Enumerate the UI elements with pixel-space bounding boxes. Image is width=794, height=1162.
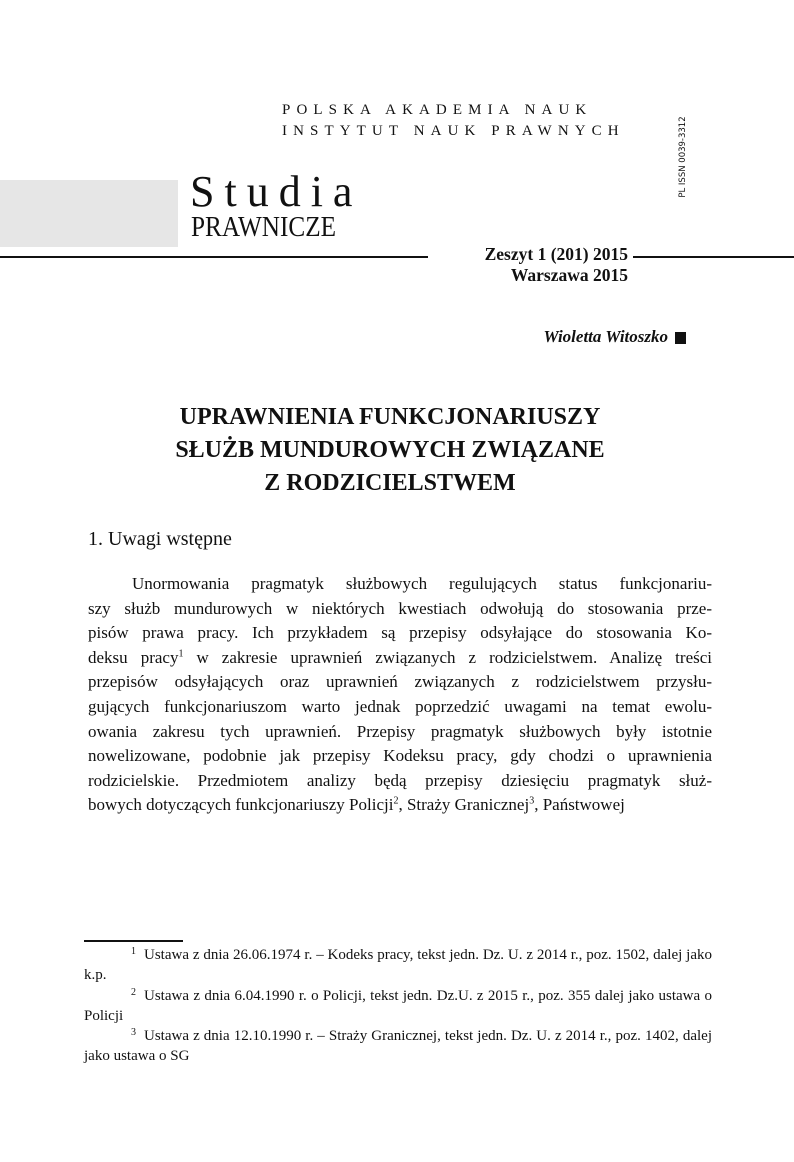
journal-logo-block: [0, 180, 178, 247]
footnotes: [84, 945, 712, 1067]
body-text: [88, 572, 712, 818]
author-name: Wioletta Witoszko: [543, 327, 668, 346]
footnote: [84, 986, 712, 1027]
body-line: [88, 769, 712, 794]
body-line: [88, 720, 712, 745]
footnote-number: 1: [131, 946, 136, 957]
square-marker-icon: [675, 332, 686, 344]
footnote-reference: 3: [529, 795, 535, 807]
text-segment: przepisów odsyłających oraz uprawnień związanych z rodzicielstwem przysłu-: [88, 672, 712, 692]
footnote-text: Ustawa z dnia 6.04.1990 r. o Policji, tekst jedn. Dz.U. z 2015 r., poz. 355 dalej jako ustawa o Policji: [84, 987, 712, 1024]
article-title: [90, 401, 690, 500]
footnote-text: Ustawa z dnia 12.10.1990 r. – Straży Granicznej, tekst jedn. Dz. U. z 2014 r., poz. 1402, dalej jako ustawa o SG: [84, 1028, 712, 1065]
institution-line-1: POLSKA AKADEMIA NAUK: [282, 102, 593, 118]
footnote-reference: 1: [178, 648, 184, 660]
place-year: Warszawa 2015: [510, 265, 628, 285]
issue-number: Zeszyt 1 (201) 2015: [484, 244, 628, 264]
title-line: SŁUŻB MUNDUROWYCH ZWIĄZANE: [175, 437, 605, 463]
text-segment: szy służb mundurowych w niektórych kwestiach odwołują do stosowania prze-: [88, 598, 712, 618]
text-segment: pisów prawa pracy. Ich przykładem są przepisy odsyłające do stosowania Ko-: [88, 623, 712, 643]
text-segment: deksu pracy: [88, 647, 179, 667]
journal-title: Studia: [190, 167, 363, 216]
header-rule-left: [0, 256, 428, 258]
text-segment: bowych dotyczących funkcjonariuszy Policji: [88, 795, 394, 815]
footnote: [84, 945, 712, 986]
title-line: UPRAWNIENIA FUNKCJONARIUSZY: [179, 404, 601, 430]
body-line: [88, 621, 712, 646]
body-line: [88, 793, 712, 818]
footnote-reference: 2: [393, 795, 399, 807]
body-line: [88, 597, 712, 622]
footnote-number: 3: [131, 1027, 136, 1039]
journal-subtitle: PRAWNICZE: [191, 212, 336, 243]
title-line: Z RODZICIELSTWEM: [264, 470, 516, 496]
text-segment: owania zakresu tych uprawnień. Przepisy pragmatyk służbowych były istotnie: [88, 721, 712, 741]
text-segment: Unormowania pragmatyk służbowych regulujących status funkcjonariu-: [132, 574, 712, 593]
text-segment: nowelizowane, podobnie jak przepisy Kodeksu pracy, gdy chodzi o uprawnienia: [88, 746, 712, 766]
body-line: [88, 646, 712, 671]
footnote-number: 2: [131, 986, 136, 998]
issn: PL ISSN 0039-3312: [678, 116, 688, 198]
institution-line-2: INSTYTUT NAUK PRAWNYCH: [282, 123, 625, 139]
section-heading: 1. Uwagi wstępne: [88, 528, 232, 550]
text-segment: gujących funkcjonariuszom warto jednak poprzedzić uwagami na temat ewolu-: [88, 696, 712, 716]
text-segment: , Straży Granicznej: [398, 795, 530, 815]
body-line: [88, 695, 712, 720]
body-line: [88, 744, 712, 769]
text-segment: w zakresie uprawnień związanych z rodzicielstwem. Analizę treści: [183, 647, 712, 667]
footnote-text: Ustawa z dnia 26.06.1974 r. – Kodeks pracy, tekst jedn. Dz. U. z 2014 r., poz. 1502, dalej jako k.p.: [84, 947, 712, 984]
footnote: [84, 1026, 712, 1067]
body-line: [88, 572, 712, 597]
header-rule-right: [633, 256, 794, 258]
footnote-rule: [84, 940, 183, 942]
text-segment: , Państwowej: [534, 795, 625, 815]
body-line: [88, 670, 712, 695]
text-segment: rodzicielskie. Przedmiotem analizy będą przepisy dziesięciu pragmatyk służ-: [88, 770, 712, 790]
